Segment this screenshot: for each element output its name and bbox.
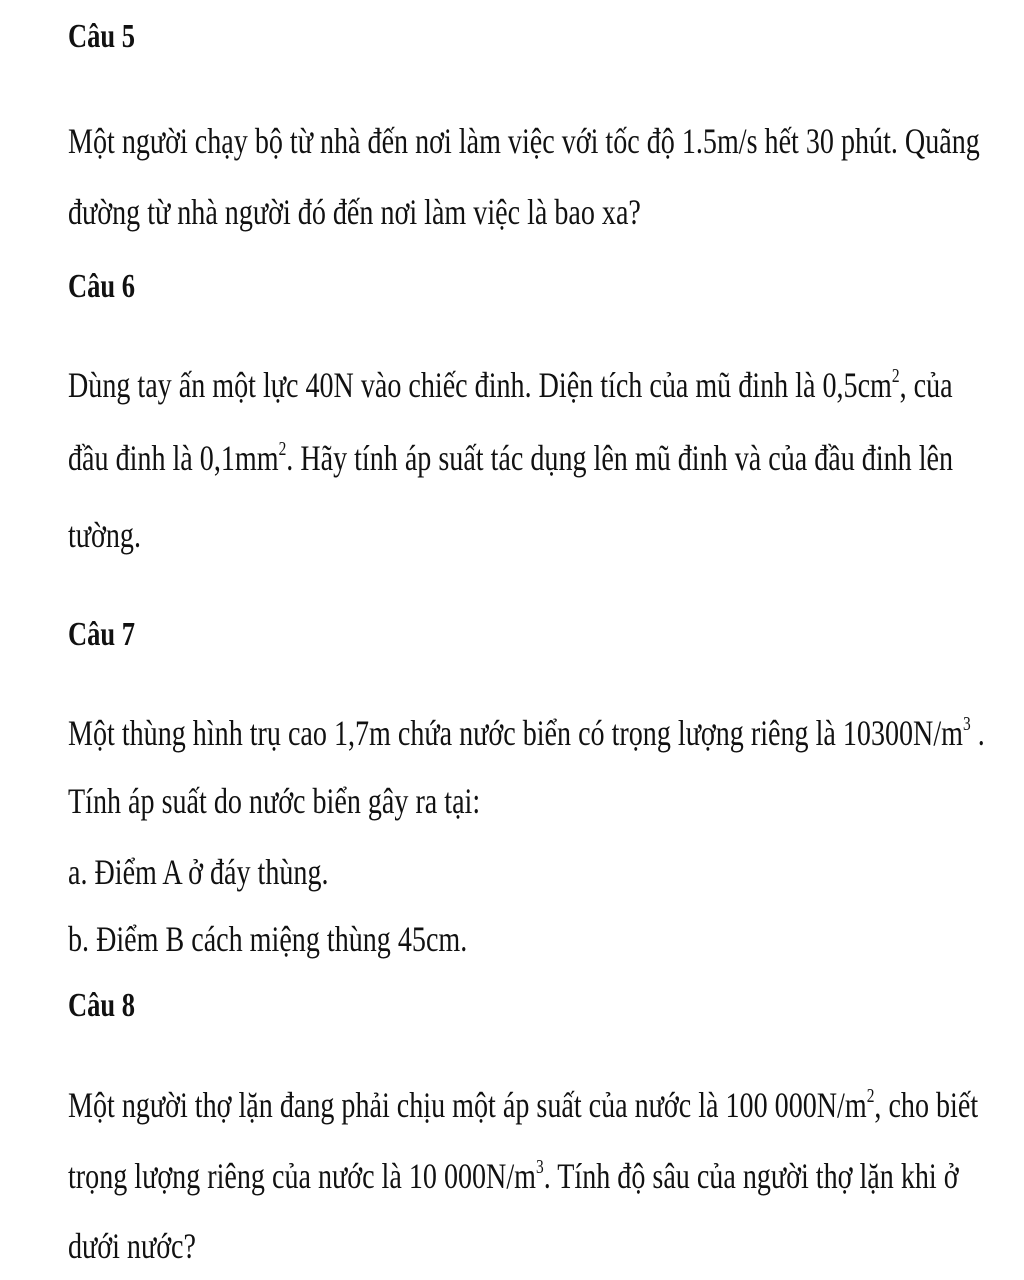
question-8-line-1 bbox=[68, 1084, 978, 1126]
question-7-line-1-text: Một thùng hình trụ cao 1,7m chứa nước biển có trọng lượng riêng là 10300N/m bbox=[68, 713, 963, 753]
question-6-line-1-text: Dùng tay ấn một lực 40N vào chiếc đinh. Diện tích của mũ đinh là 0,5cm bbox=[68, 365, 892, 405]
question-7-item-b: b. Điểm B cách miệng thùng 45cm. bbox=[68, 919, 468, 959]
question-6-title: Câu 6 bbox=[68, 268, 136, 305]
question-7-line-2: Tính áp suất do nước biển gây ra tại: bbox=[68, 781, 481, 821]
question-8-line-1-text: Một người thợ lặn đang phải chịu một áp suất của nước là 100 000N/m bbox=[68, 1085, 867, 1125]
question-6-line-3: tường. bbox=[68, 515, 141, 555]
question-8-line-1-superscript: 2 bbox=[866, 1085, 875, 1108]
question-7-item-a: a. Điểm A ở đáy thùng. bbox=[68, 852, 329, 892]
question-6-line-2-tail: . Hãy tính áp suất tác dụng lên mũ đinh và của đầu đinh lên bbox=[286, 438, 954, 478]
question-7-title: Câu 7 bbox=[68, 616, 136, 653]
question-6-line-1-superscript: 2 bbox=[891, 365, 900, 388]
question-6-line-1-tail: , của bbox=[899, 365, 953, 405]
question-8-line-3: dưới nước? bbox=[68, 1226, 196, 1266]
question-5-line-2: đường từ nhà người đó đến nơi làm việc là bao xa? bbox=[68, 192, 641, 232]
question-8-line-2-tail: . Tính độ sâu của người thợ lặn khi ở bbox=[543, 1156, 959, 1196]
question-6-line-2-text: đầu đinh là 0,1mm bbox=[68, 438, 279, 478]
question-7-line-1-superscript: 3 bbox=[962, 713, 971, 736]
question-5-line-1: Một người chạy bộ từ nhà đến nơi làm việc với tốc độ 1.5m/s hết 30 phút. Quãng bbox=[68, 121, 980, 161]
question-8-title: Câu 8 bbox=[68, 987, 136, 1024]
question-6-line-2-superscript: 2 bbox=[278, 438, 287, 461]
question-8-line-2-text: trọng lượng riêng của nước là 10 000N/m bbox=[68, 1156, 536, 1196]
question-6-line-1 bbox=[68, 364, 953, 406]
question-7-line-1-tail: . bbox=[970, 713, 985, 753]
question-8-line-1-tail: , cho biết bbox=[874, 1085, 979, 1125]
question-7-line-1 bbox=[68, 712, 985, 754]
question-6-line-2 bbox=[68, 437, 953, 479]
question-5-title: Câu 5 bbox=[68, 18, 136, 55]
question-8-line-2 bbox=[68, 1155, 959, 1197]
question-8-line-2-superscript: 3 bbox=[535, 1156, 544, 1179]
